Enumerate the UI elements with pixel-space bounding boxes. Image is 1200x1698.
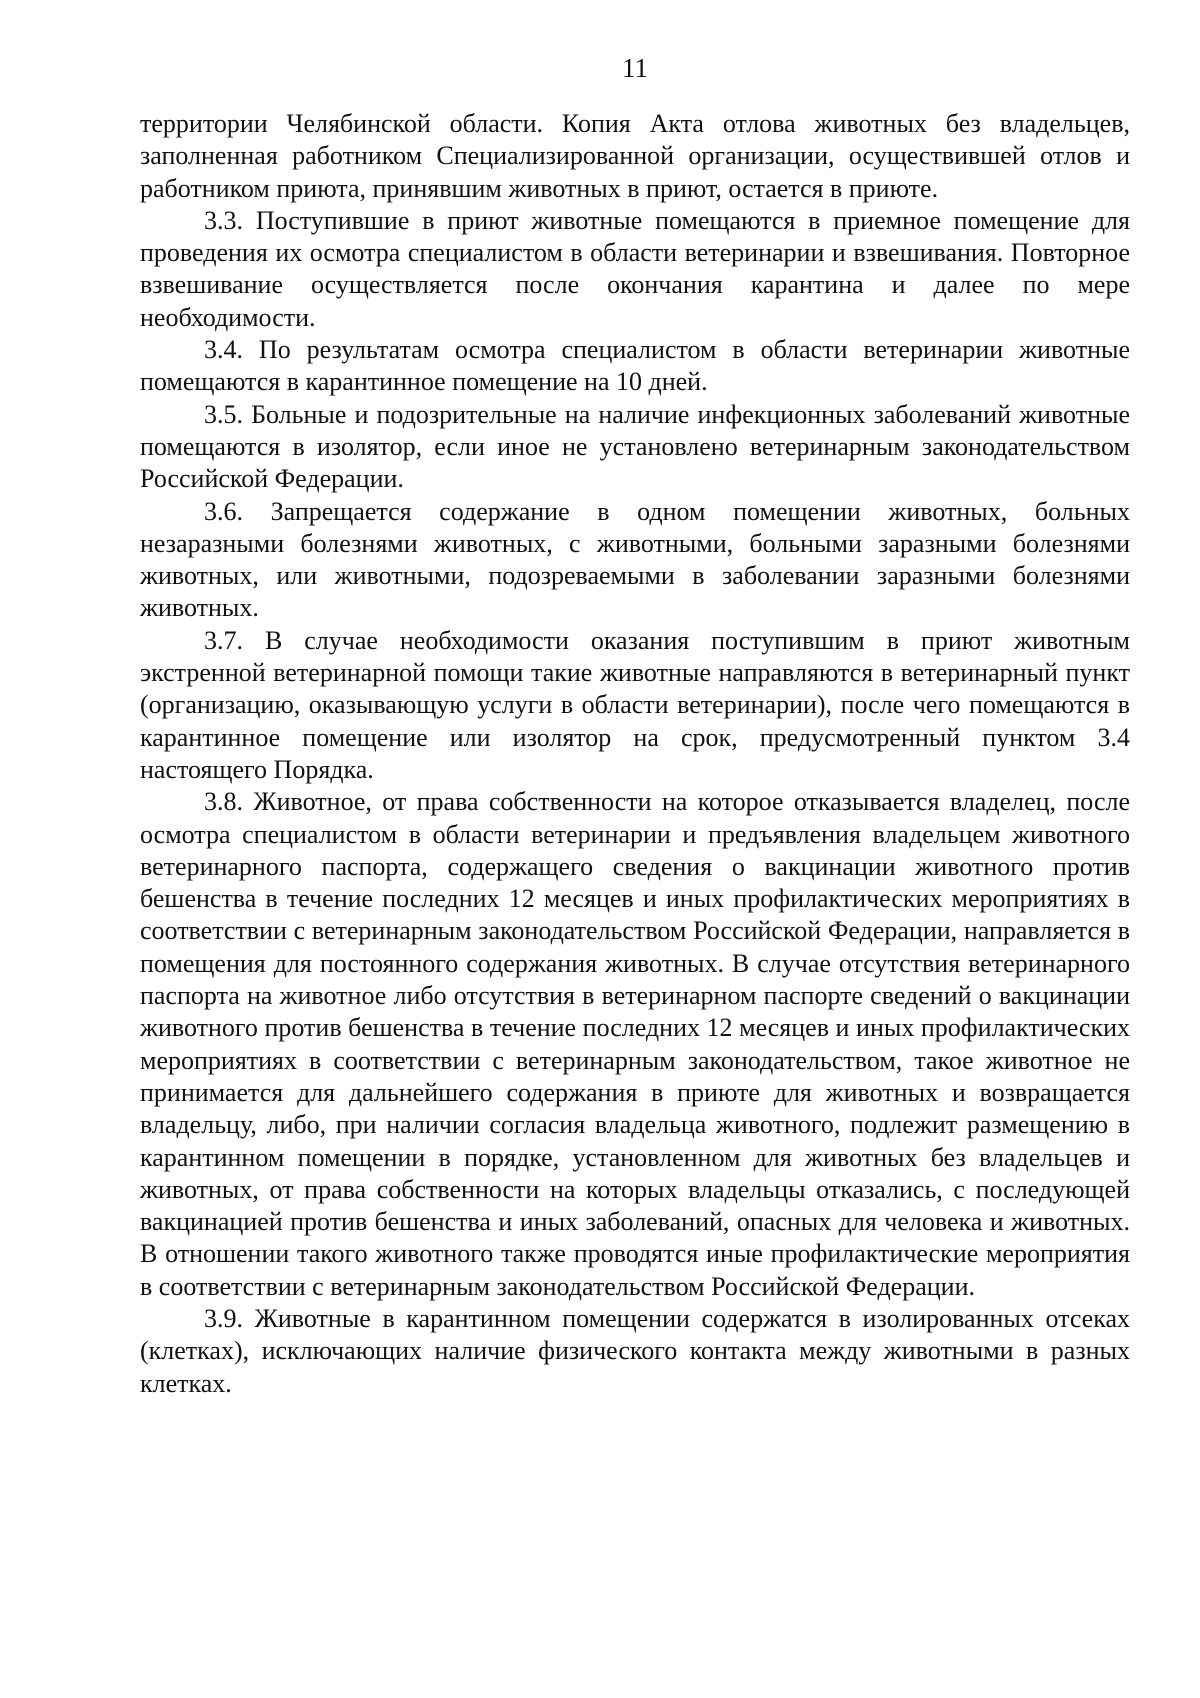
paragraph-continuation: территории Челябинской области. Копия Акта отлова животных без владельцев, заполненная работником Специализированной организации, осуществившей отлов и работником приюта, принявшим животных в приют, остается в приюте.: [140, 109, 1130, 203]
paragraph-3-7: 3.7. В случае необходимости оказания поступившим в приют животным экстренной ветеринарной помощи такие животные направляются в ветеринарный пункт (организацию, оказывающую услуги в области ветеринарии), после чего помещаются в карантинное помещение или изолятор на срок, предусмотренный пунктом 3.4 настоящего Порядка.: [140, 625, 1130, 784]
paragraph-3-5: 3.5. Больные и подозрительные на наличие инфекционных заболеваний животные помещаются в изолятор, если иное не установлено ветеринарным законодательством Российской Федерации.: [140, 399, 1130, 494]
paragraph-3-6: 3.6. Запрещается содержание в одном помещении животных, больных незаразными болезнями животных, с животными, больными заразными болезнями животных, или животными, подозреваемыми в заболевании заразными болезнями животных.: [140, 496, 1130, 623]
paragraph-3-9: 3.9. Животные в карантинном помещении содержатся в изолированных отсеках (клетках), исключающих наличие физического контакта между животными в разных клетках.: [140, 1303, 1130, 1398]
paragraph-3-8: 3.8. Животное, от права собственности на которое отказывается владелец, после осмотра специалистом в области ветеринарии и предъявления владельцем животного ветеринарного паспорта, содержащего сведения о вакцинации животного против бешенства в течение последних 12 месяцев и иных профилактических мероприятиях в соответствии с ветеринарным законодательством Российской Федерации, направляется в помещения для постоянного содержания животных. В случае отсутствия ветеринарного паспорта на животное либо отсутствия в ветеринарном паспорте сведений о вакцинации животного против бешенства в течение последних 12 месяцев и иных профилактических мероприятиях в соответствии с ветеринарным законодательством, такое животное не принимается для дальнейшего содержания в приюте для животных и возвращается владельцу, либо, при наличии согласия владельца животного, подлежит размещению в карантинном помещении в порядке, установленном для животных без владельцев и животных, от права собственности на которых владельцы отказались, с последующей вакцинацией против бешенства и иных заболеваний, опасных для человека и животных. В отношении такого животного также проводятся иные профилактические мероприятия в соответствии с ветеринарным законодательством Российской Федерации.: [140, 787, 1130, 1301]
paragraph-3-4: 3.4. По результатам осмотра специалистом в области ветеринарии животные помещаются в карантинное помещение на 10 дней.: [140, 335, 1130, 397]
page-number: 11: [622, 53, 648, 83]
document-body: [140, 108, 1130, 1400]
paragraph-3-3: 3.3. Поступившие в приют животные помещаются в приемное помещение для проведения их осмотра специалистом в области ветеринарии и взвешивания. Повторное взвешивание осуществляется после окончания карантина и далее по мере необходимости.: [140, 205, 1130, 332]
